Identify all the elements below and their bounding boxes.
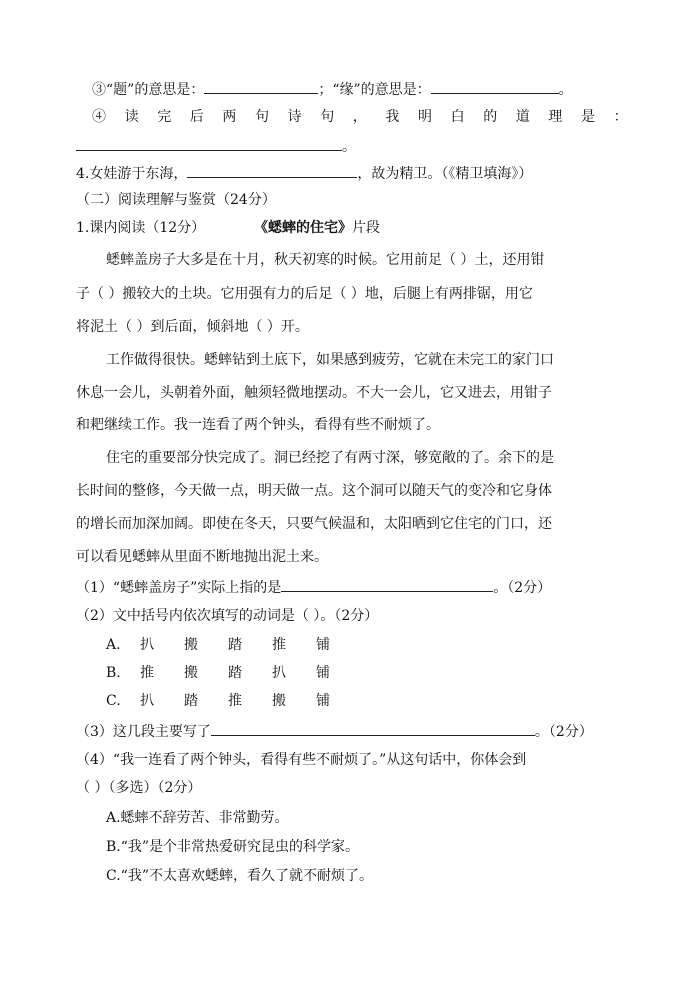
passage-p2-line2: 休息一会儿，头朝着外面，触须轻微地摆动。不大一会儿，它又进去，用钳子 [76, 385, 552, 401]
q4-truth-line [92, 107, 646, 127]
passage-p2-line3: 和耙继续工作。我一连看了两个钟头，看得有些不耐烦了。 [76, 417, 440, 433]
passage-p2-line1: 工作做得很快。蟋蟀钻到土底下，如果感到疲劳，它就在未完工的家门口 [106, 352, 554, 368]
q3-meaning-line [92, 79, 573, 100]
passage-p3-line3: 的增长而加深加阔。即使在冬天，只要气候温和，太阳晒到它住宅的门口，还 [76, 516, 552, 532]
reading-title-suffix: 片段 [352, 220, 380, 236]
question-3-blank[interactable] [211, 721, 535, 736]
question-4-line2: （ ）（多选）（2分） [76, 780, 202, 796]
question-4-line1: （4）“我一连看了两个钟头，看得有些不耐烦了。”从这句话中，你体会到 [76, 752, 527, 768]
q4-blank[interactable] [76, 136, 342, 151]
q2-option-b[interactable]: B. 推 搬 踏 扒 铺 [106, 665, 330, 681]
q3-part1: ③“题”的意思是： [92, 82, 205, 98]
q3-blank-yuan[interactable] [431, 79, 559, 94]
q3-blank-ti[interactable] [204, 79, 318, 94]
passage-p1-line2: 子（ ）搬较大的土块。它用强有力的后足（ ）地，后腿上有两排锯，用它 [76, 286, 533, 302]
q4-option-c[interactable]: C.“我”不太喜欢蟋蟀，看久了就不耐烦了。 [106, 868, 373, 884]
q4-truth-answer-line [76, 136, 356, 157]
q-jingwei-line [76, 163, 532, 184]
reading-title-text: 《蟋蟀的住宅》 [254, 220, 352, 236]
q-jingwei-blank[interactable] [187, 163, 357, 178]
q2-option-a[interactable]: A. 扒 搬 踏 推 铺 [106, 637, 330, 653]
q3-part2: ；“缘”的意思是： [318, 82, 431, 98]
question-1: （1）“蟋蟀盖房子”实际上指的是 。（2分） [76, 577, 551, 598]
q4-line1: ④读完后两句诗句，我明白的道理是： [92, 109, 647, 125]
q-jingwei-prefix: 4.女娃游于东海， [76, 166, 188, 182]
passage-p1-line1: 蟋蟀盖房子大多是在十月，秋天初寒的时候。它用前足（ ）土，还用钳 [106, 252, 545, 268]
q-jingwei-suffix: ，故为精卫。（《精卫填海》） [357, 166, 533, 182]
q4-end: 。 [342, 139, 356, 155]
question-1-blank[interactable] [281, 577, 493, 592]
passage-p3-line4: 可以看见蟋蟀从里面不断地抛出泥土来。 [76, 549, 328, 565]
q2-option-c[interactable]: C. 扒 踏 推 搬 铺 [106, 693, 330, 709]
q4-option-b[interactable]: B.“我”是个非常热爱研究昆虫的科学家。 [106, 839, 360, 855]
passage-p3-line2: 长时间的整修，今天做一点，明天做一点。这个洞可以随天气的变冷和它身体 [76, 483, 552, 499]
q3-part3: 。 [558, 82, 573, 98]
reading-label: 1.课内阅读（12分） [76, 220, 206, 236]
passage-p1-line3: 将泥土（ ）到后面，倾斜地（ ）开。 [76, 319, 309, 335]
question-3: （3）这几段主要写了 。（2分） [76, 721, 593, 742]
reading-title [254, 218, 380, 238]
q4-option-a[interactable]: A.蟋蟀不辞劳苦、非常勤劳。 [106, 810, 289, 826]
question-2: （2）文中括号内依次填写的动词是（ ）。（2分） [76, 608, 379, 624]
section-two-heading: （二）阅读理解与鉴赏（24分） [76, 192, 276, 208]
passage-p3-line1: 住宅的重要部分快完成了。洞已经挖了有两寸深，够宽敞的了。余下的是 [106, 450, 554, 466]
